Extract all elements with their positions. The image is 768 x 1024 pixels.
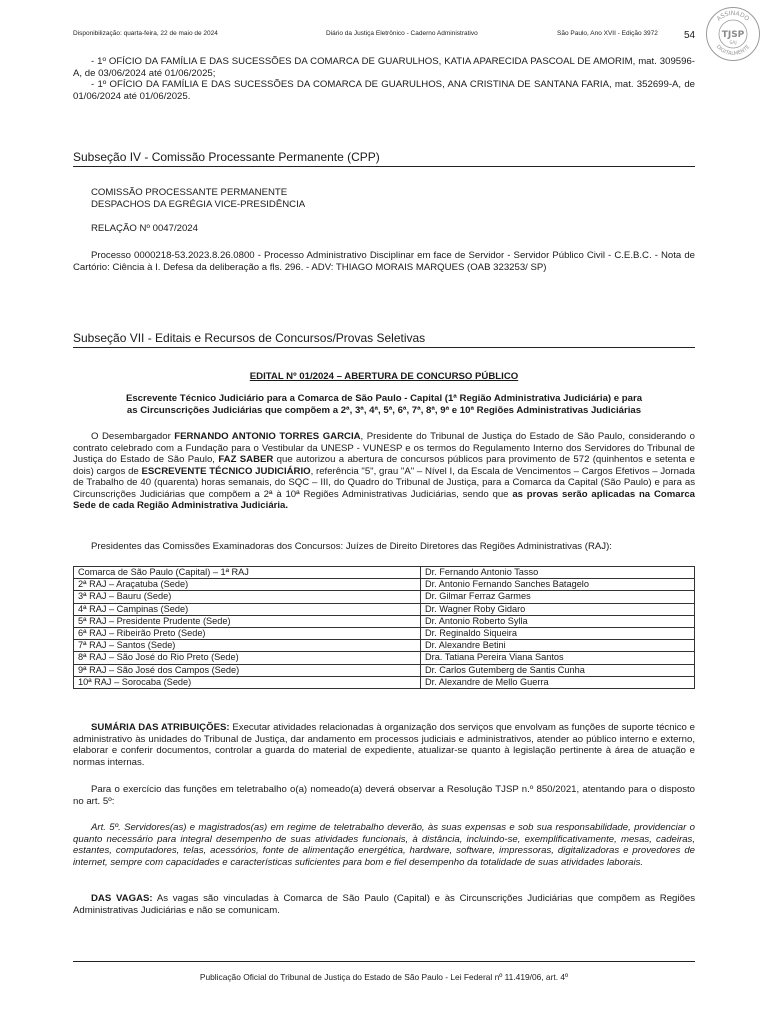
raj-table-row: [74, 567, 695, 579]
p1-faz-saber: FAZ SABER: [218, 454, 274, 465]
raj-table-row: [74, 652, 695, 664]
p1-bold-end: as provas serão aplicadas na Comarca Sede de cada Região Administrativa Judiciária.: [73, 488, 695, 511]
edital-subtitle-line-2: as Circunscrições Judiciárias que compõem a 2ª, 3ª, 4ª, 5ª, 6ª, 7ª, 8ª, 9ª e 10ª Regiões Administrativas Judiciárias: [126, 404, 642, 416]
raj-judge-cell: Dr. Antonio Fernando Sanches Batagelo: [421, 579, 695, 591]
edital-subtitle-line-1: Escrevente Técnico Judiciário para a Comarca de São Paulo - Capital (1ª Região Administrativa Judiciária) e para: [125, 393, 643, 404]
section-vii-title: Subseção VII - Editais e Recursos de Concursos/Provas Seletivas: [73, 331, 695, 348]
header-date: Disponibilização: quarta-feira, 22 de maio de 2024: [73, 30, 218, 37]
sumaria-label: SUMÁRIA DAS ATRIBUIÇÕES:: [91, 722, 230, 733]
cpp-heading: [91, 187, 695, 210]
raj-judge-cell: Dr. Gilmar Ferraz Garmes: [421, 591, 695, 603]
seal-center-text: TJSP: [721, 30, 745, 40]
raj-region-cell: Comarca de São Paulo (Capital) – 1ª RAJ: [74, 567, 421, 579]
raj-table-row: [74, 664, 695, 676]
raj-region-cell: 8ª RAJ – São José do Rio Preto (Sede): [74, 652, 421, 664]
footer-divider: [73, 961, 695, 962]
p1-president-name: FERNANDO ANTONIO TORRES GARCIA: [174, 431, 361, 442]
sumaria-paragraph: [73, 722, 695, 768]
edital-title: EDITAL Nº 01/2024 – ABERTURA DE CONCURSO PÚBLICO: [249, 371, 519, 382]
raj-judge-cell: Dra. Tatiana Pereira Viana Santos: [421, 652, 695, 664]
intro-line-2: - 1º OFÍCIO DA FAMÍLIA E DAS SUCESSÕES DA COMARCA DE GUARULHOS, ANA CRISTINA DE SANTANA FARIA, mat. 352699-A, de 01/06/2024 até 01/06/2025.: [73, 79, 695, 102]
raj-table-row: [74, 640, 695, 652]
header-edition: São Paulo, Ano XVII - Edição 3972: [557, 30, 658, 37]
section-iv-title: Subseção IV - Comissão Processante Permanente (CPP): [73, 150, 695, 167]
raj-region-cell: 3ª RAJ – Bauru (Sede): [74, 591, 421, 603]
footer-text: Publicação Oficial do Tribunal de Justiça do Estado de São Paulo - Lei Federal nº 11.419/06, art. 4º: [199, 972, 569, 982]
raj-region-cell: 10ª RAJ – Sorocaba (Sede): [74, 676, 421, 688]
raj-judge-cell: Dr. Reginaldo Siqueira: [421, 627, 695, 639]
raj-judge-cell: Dr. Alexandre de Mello Guerra: [421, 676, 695, 688]
raj-region-cell: 5ª RAJ – Presidente Prudente (Sede): [74, 615, 421, 627]
raj-table-row: [74, 615, 695, 627]
raj-judge-cell: Dr. Fernando Antonio Tasso: [421, 567, 695, 579]
seal-sub-text: SAJ: [729, 41, 737, 46]
edital-subtitle: [73, 393, 695, 416]
p1-text-a: O Desembargador: [91, 431, 175, 442]
raj-table-row: [74, 603, 695, 615]
page-number: 54: [684, 30, 696, 41]
intro-line-1: - 1º OFÍCIO DA FAMÍLIA E DAS SUCESSÕES DA COMARCA DE GUARULHOS, KATIA APARECIDA PASCOAL DE AMORIM, mat. 309596-A, de 03/06/2024 até 01/06/2025;: [73, 56, 695, 79]
raj-judge-cell: Dr. Antonio Roberto Sylla: [421, 615, 695, 627]
seal-bottom-text: DIGITALMENTE: [714, 44, 752, 58]
raj-region-cell: 6ª RAJ – Ribeirão Preto (Sede): [74, 627, 421, 639]
vagas-paragraph: [73, 893, 695, 916]
p1-text-c: que autorizou a abertura de concursos públicos para provimento de 572 (quinhentos e setenta e dois) cargos de: [73, 454, 695, 477]
document-page: [73, 0, 695, 1024]
relacao-number: RELAÇÃO Nº 0047/2024: [91, 223, 198, 234]
cpp-line-2: DESPACHOS DA EGRÉGIA VICE-PRESIDÊNCIA: [91, 198, 306, 210]
raj-region-cell: 4ª RAJ – Campinas (Sede): [74, 603, 421, 615]
cpp-line-1: COMISSÃO PROCESSANTE PERMANENTE: [91, 187, 288, 198]
sumaria-text: Executar atividades relacionadas à organização dos serviços que envolvam as funções de suporte técnico e administrativo às unidades do Tribunal de Justiça, dar andamento em processos judiciais e administrativos, atender ao público interno e externo, elaborar e conferir documentos, controlar a guarda do material de expediente, atualizar-se quanto à legislação pertinente à área de atuação e normas internas.: [73, 722, 696, 768]
processo-text: Processo 0000218-53.2023.8.26.0800 - Processo Administrativo Disciplinar em face de Servidor - Servidor Público Civil - C.E.B.C. - Nota de Cartório: Ciência à I. Defesa da deliberação a fls. 296. - ADV: THIAGO MORAIS MARQUES (OAB 323253/ SP): [73, 250, 695, 273]
p1-text-d: , referência "5", grau "A" – Nível I, da Escala de Vencimentos – Cargos Efetivos – Jornada de Trabalho de 40 (quarenta) horas semanais, do SQC – III, do Quadro do Tribunal de Justiça, para a Comarca da Capital (São Paulo) e para as Circunscrições Judiciárias que compõem a 2ª à 10ª Regiões Administrativas Judiciárias, sendo que: [73, 465, 695, 500]
raj-region-cell: 7ª RAJ – Santos (Sede): [74, 640, 421, 652]
art5-paragraph: Art. 5º. Servidores(as) e magistrados(as) em regime de teletrabalho deverão, às suas expensas e sob sua responsabilidade, providenciar o quanto necessário para integral desempenho de suas atividades funcionais, à distância, incluindo-se, exemplificativamente, mesas, cadeiras, estantes, computadores, telas, acessórios, fonte de alimentação energética, hardware, software, impressoras, digitalizadoras e provedores de internet, sempre com capacidades e características suficientes para bom e fiel desempenho da totalidade de suas atividades laborais.: [73, 822, 695, 868]
vagas-text: As vagas são vinculadas à Comarca de São Paulo (Capital) e às Circunscrições Judiciárias que compõem as Regiões Administrativas Judiciárias e não se comunicam.: [73, 893, 695, 916]
digital-signature-seal-icon: [705, 6, 761, 62]
raj-region-cell: 2ª RAJ – Araçatuba (Sede): [74, 579, 421, 591]
intro-block: [73, 56, 695, 102]
raj-table: [73, 566, 695, 689]
raj-table-row: [74, 591, 695, 603]
raj-judge-cell: Dr. Carlos Gutemberg de Santis Cunha: [421, 664, 695, 676]
raj-table-row: [74, 579, 695, 591]
vagas-label: DAS VAGAS:: [91, 893, 153, 904]
edital-paragraph-1: [73, 431, 695, 512]
raj-table-row: [74, 627, 695, 639]
raj-table-row: [74, 676, 695, 688]
presidentes-text: Presidentes das Comissões Examinadoras dos Concursos: Juízes de Direito Diretores das Regiões Administrativas (RAJ):: [91, 541, 612, 552]
p1-text-b: , Presidente do Tribunal de Justiça do Estado de São Paulo, considerando o contrato celebrado com a Fundação para o Vestibular da UNESP - VUNESP e os termos do Regulamento Interno dos Servidores do Tribunal de Justiça do Estado de São Paulo,: [73, 431, 695, 465]
p1-cargo: ESCREVENTE TÉCNICO JUDICIÁRIO: [141, 465, 311, 477]
raj-region-cell: 9ª RAJ – São José dos Campos (Sede): [74, 664, 421, 676]
raj-judge-cell: Dr. Alexandre Betini: [421, 640, 695, 652]
header-journal: Diário da Justiça Eletrônico - Caderno Administrativo: [326, 30, 478, 37]
seal-top-text: ASSINADO: [715, 9, 751, 23]
raj-judge-cell: Dr. Wagner Roby Gidaro: [421, 603, 695, 615]
teletrabalho-paragraph: Para o exercício das funções em teletrabalho o(a) nomeado(a) deverá observar a Resolução TJSP n.º 850/2021, atentando para o disposto no art. 5º:: [73, 784, 695, 807]
